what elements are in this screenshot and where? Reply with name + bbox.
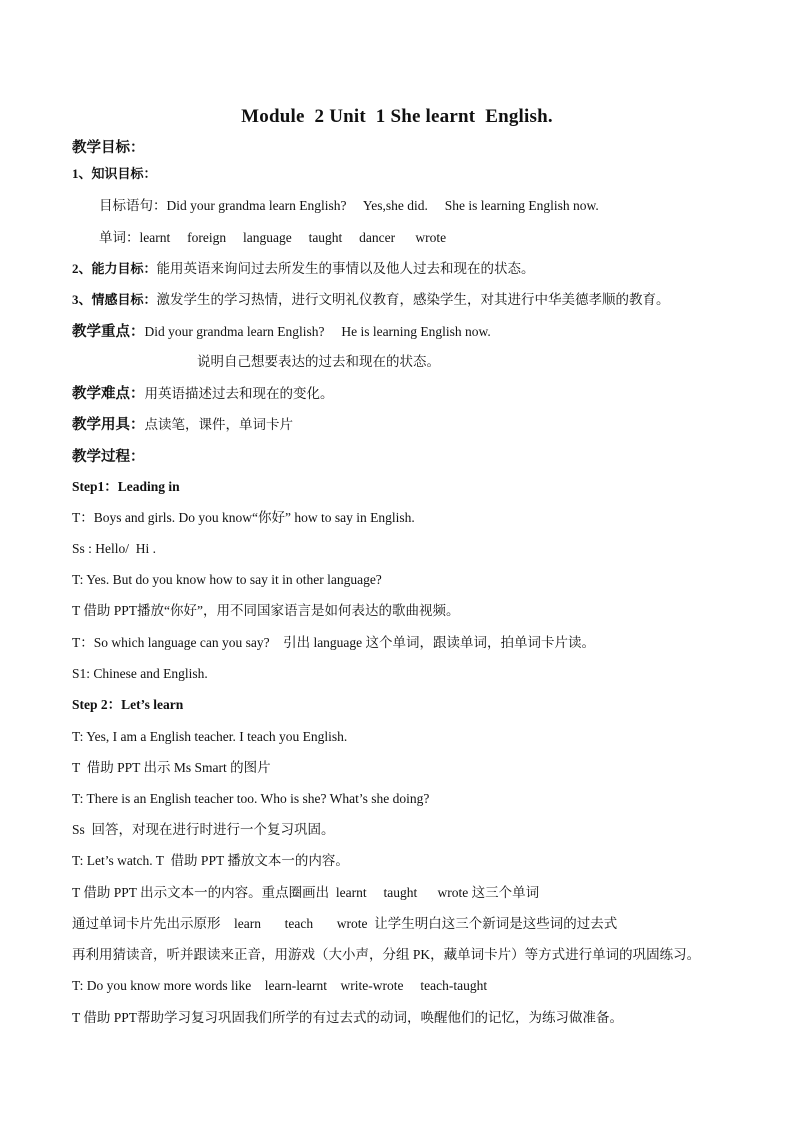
difficult-points-line <box>72 385 334 403</box>
process-line-8: T 借助 PPT 出示 Ms Smart 的图片 <box>72 760 271 775</box>
vocabulary-label: 单词： <box>99 230 140 245</box>
knowledge-heading: 1、知识目标： <box>72 166 157 181</box>
step1-heading: Step1：Leading in <box>72 479 180 494</box>
ability-heading: 2、能力目标： <box>72 261 157 276</box>
process-line-3: T: Yes. But do you know how to say it in other language? <box>72 572 382 587</box>
vocabulary-words: learnt foreign language taught dancer wrote <box>139 230 447 245</box>
step2-heading: Step 2：Let’s learn <box>72 697 184 712</box>
process-line-4: T 借助 PPT播放“你好”，用不同国家语言是如何表达的歌曲视频。 <box>72 603 460 618</box>
key-points-text: Did your grandma learn English? He is learning English now. <box>144 324 491 339</box>
target-sentences: Did your grandma learn English? Yes,she did. She is learning English now. <box>166 198 599 213</box>
process-line-9: T: There is an English teacher too. Who is she? What’s she doing? <box>72 791 430 806</box>
key-points-line2: 说明自己想要表达的过去和现在的状态。 <box>197 354 440 369</box>
process-line-16: T 借助 PPT帮助学习复习巩固我们所学的有过去式的动词，唤醒他们的记忆，为练习做准备。 <box>72 1010 624 1025</box>
process-line-5: T：So which language can you say? 引出 language 这个单词，跟读单词，拍单词卡片读。 <box>72 635 596 650</box>
difficult-points-text: 用英语描述过去和现在的变化。 <box>144 386 334 401</box>
process-line-14: 再利用猜读音，听并跟读来正音，用游戏（大小声，分组 PK，藏单词卡片）等方式进行单词的巩固练习。 <box>72 947 701 962</box>
emotion-heading: 3、情感目标： <box>72 292 157 307</box>
key-points-line <box>72 323 491 341</box>
document-title: Module 2 Unit 1 She learnt English. <box>241 106 553 127</box>
process-line-7: T: Yes, I am a English teacher. I teach you English. <box>72 729 348 744</box>
difficult-points-heading: 教学难点： <box>72 386 145 402</box>
emotion-line <box>72 291 670 309</box>
target-sentences-line <box>99 197 599 215</box>
process-line-12: T 借助 PPT 出示文本一的内容。重点圈画出 learnt taught wrote 这三个单词 <box>72 885 540 900</box>
process-heading: 教学过程： <box>72 449 145 465</box>
process-line-13: 通过单词卡片先出示原形 learn teach wrote 让学生明白这三个新词是这些词的过去式 <box>72 916 618 931</box>
ability-line <box>72 260 535 278</box>
vocabulary-line <box>99 229 446 247</box>
process-line-10: Ss 回答，对现在进行时进行一个复习巩固。 <box>72 822 335 837</box>
process-line-2: Ss : Hello/ Hi . <box>72 541 157 556</box>
process-line-15: T: Do you know more words like learn-learnt write-wrote teach-taught <box>72 978 488 993</box>
target-sentences-label: 目标语句： <box>99 198 167 213</box>
process-line-6: S1: Chinese and English. <box>72 666 208 681</box>
ability-text: 能用英语来询问过去所发生的事情以及他人过去和现在的状态。 <box>156 261 535 276</box>
process-line-1: T：Boys and girls. Do you know“你好” how to say in English. <box>72 510 415 525</box>
emotion-text: 激发学生的学习热情，进行文明礼仪教育，感染学生，对其进行中华美德孝顺的教育。 <box>156 292 670 307</box>
process-line-11: T: Let’s watch. T 借助 PPT 播放文本一的内容。 <box>72 853 349 868</box>
tools-line <box>72 416 293 434</box>
tools-heading: 教学用具： <box>72 417 145 433</box>
tools-text: 点读笔，课件，单词卡片 <box>144 417 293 432</box>
key-points-heading: 教学重点： <box>72 324 145 340</box>
objectives-heading: 教学目标： <box>72 140 145 156</box>
